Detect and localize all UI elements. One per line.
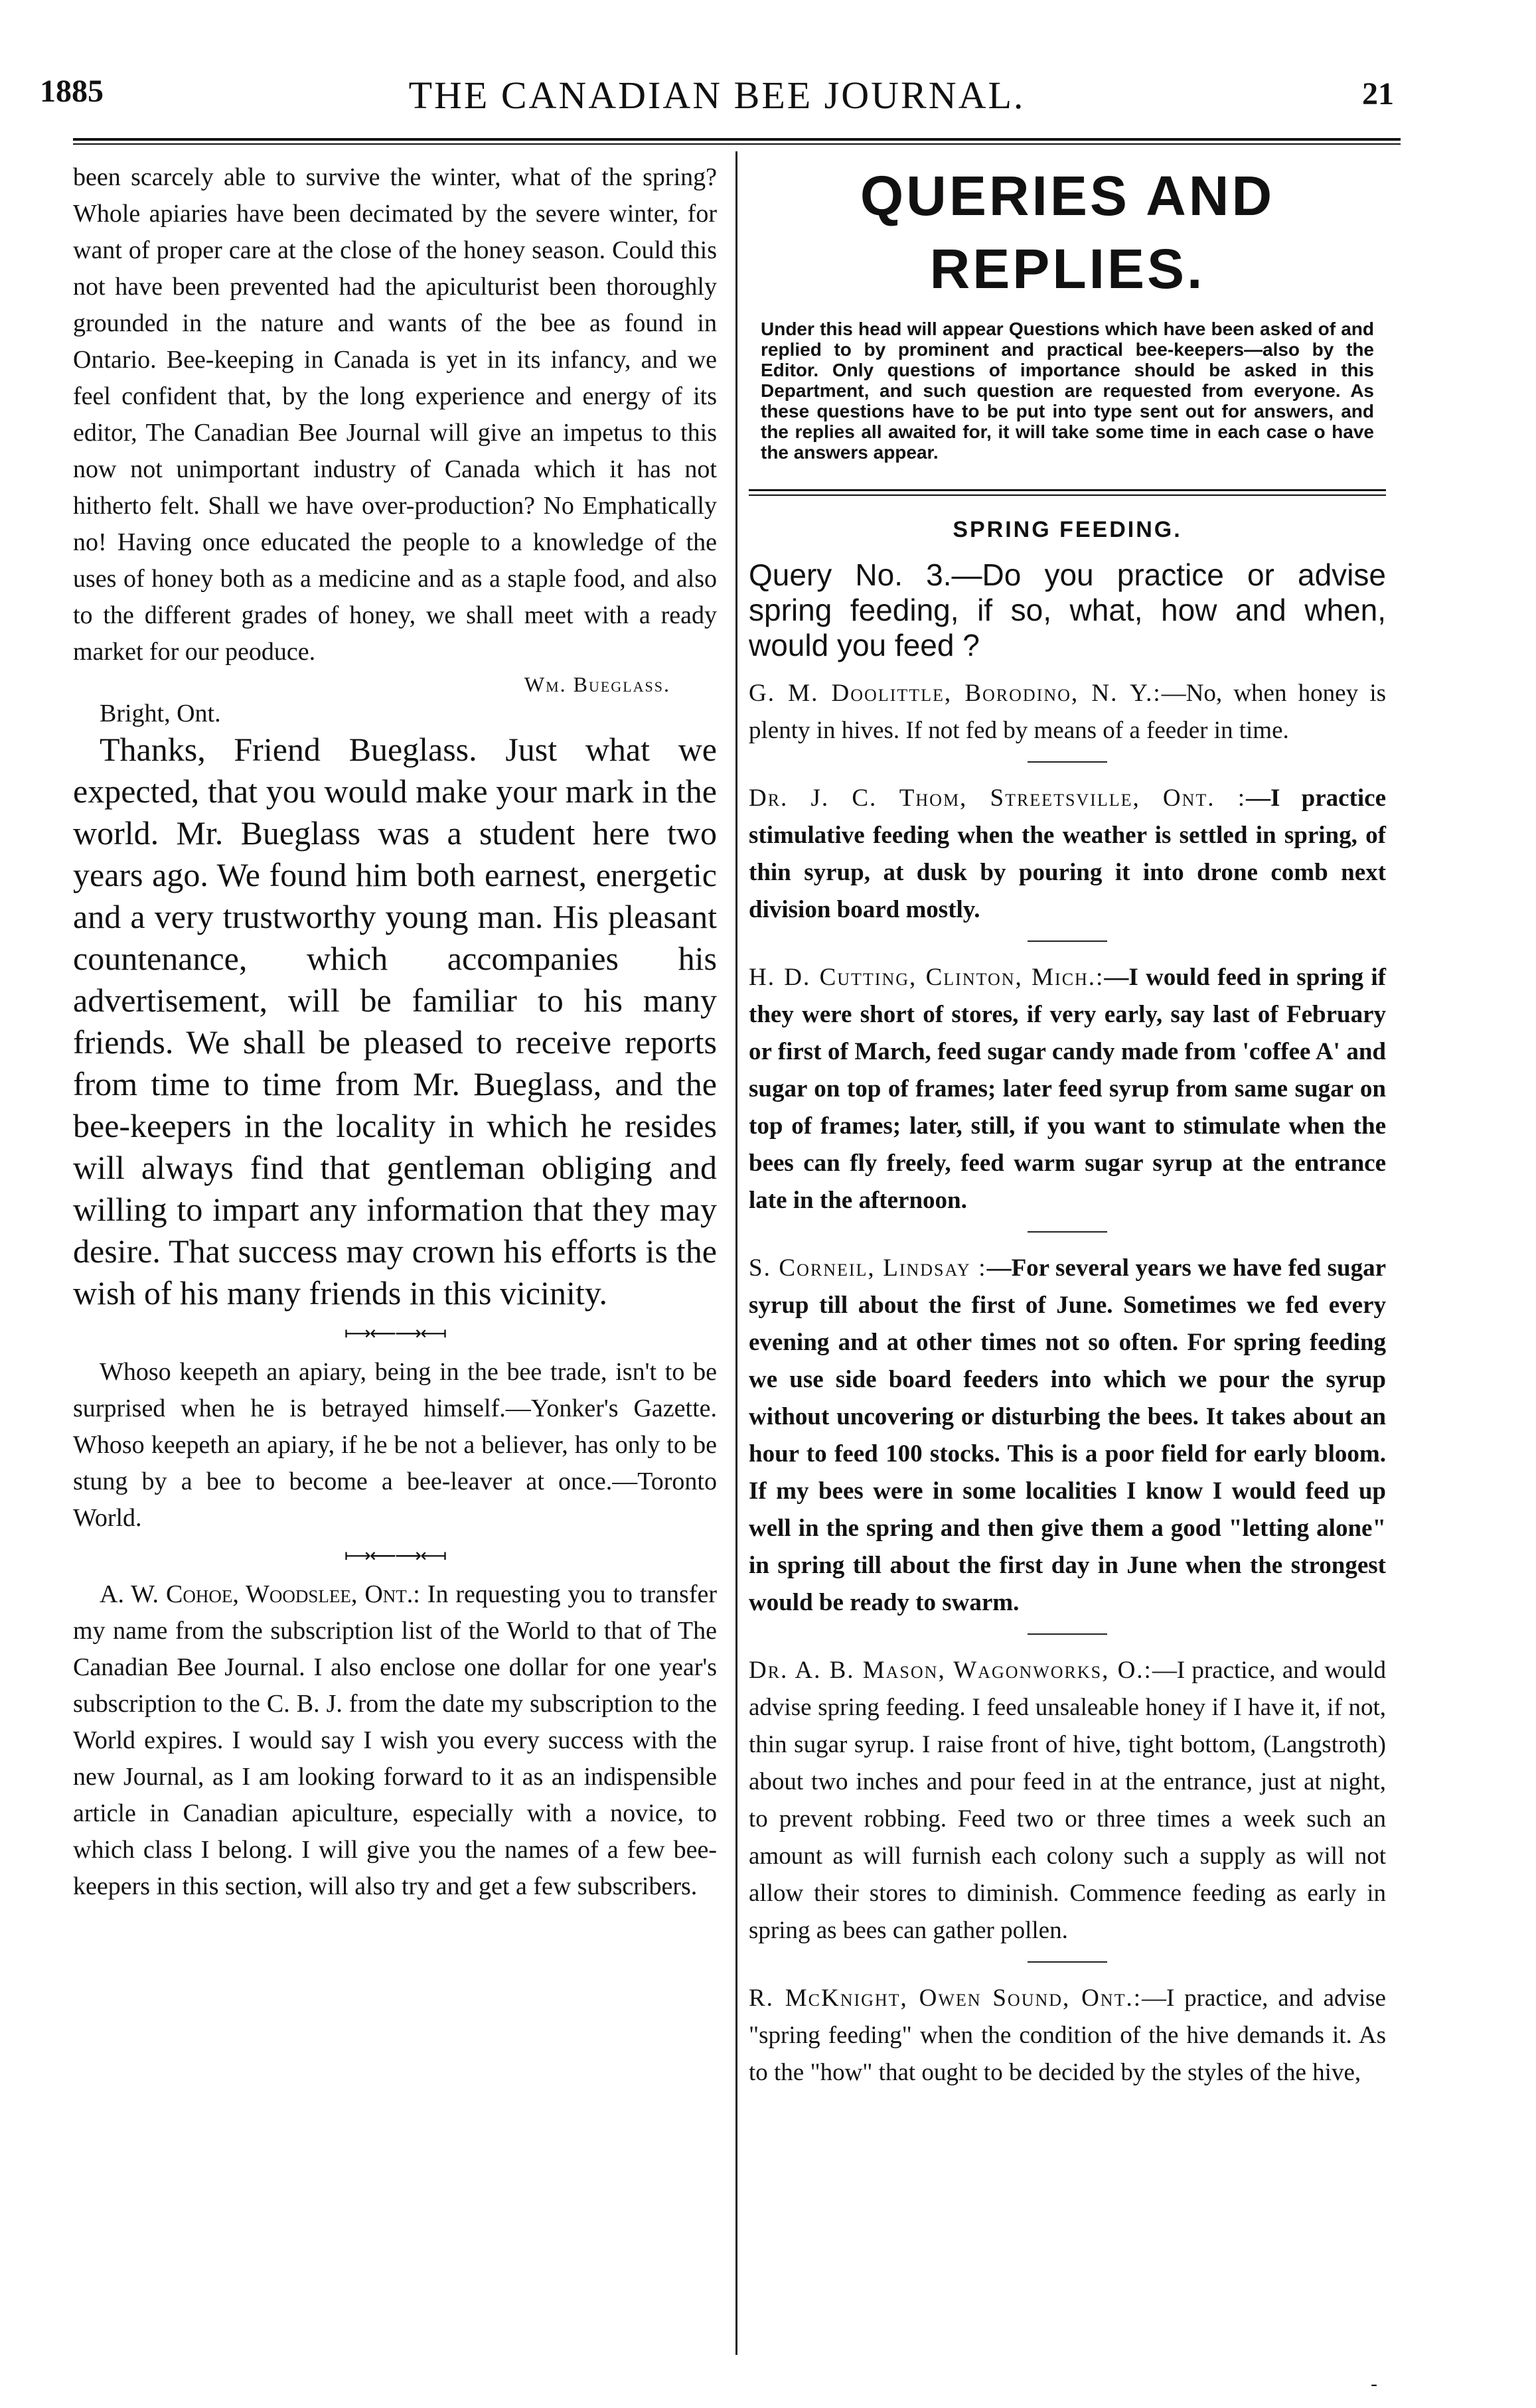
end-mark: - [1371,2373,1377,2395]
cohoe-text: In requesting you to transfer my name from the subscription list of the World to that of The Canadian Bee Journal. I also enclose one dollar for one year's subscription to the C. B. J. from the date my subscription to the World expires. I would say I wish you every success with the new Journal, as I am looking forward to it as an indispensible article in Canadian apiculture, especially with a novice, to which class I belong. I will give you the names of a few bee-keepers in this section, will also try and get a few subscribers. [73,1580,718,1900]
journal-title: THE CANADIAN BEE JOURNAL. [408,74,1026,117]
letter-signature: Wm. Bueglass. [524,672,670,696]
subhead: SPRING FEEDING. [953,517,1182,542]
answer-rule [1028,1231,1107,1233]
right-column [749,159,1386,2091]
quote-paragraph: Whoso keepeth an apiary, being in the bee trade, isn't to be surprised when he is betrayed himself.—Yonker's Gazette. Whoso keepeth an apiary, if he be not a believer, has only to be stung by a bee to become a bee-leaver at once.—Toronto World. [73,1358,717,1532]
letter-place: Bright, Ont. [100,700,221,727]
cohoe-letter [73,1576,717,1905]
answer-cutting: H. D. Cutting, Clinton, Mich.:—I would feed in spring if they were short of stores, if very early, say last of February or first of March, feed sugar candy made from 'coffee A' and sugar on top of frames; later feed syrup from same sugar on top of frames; later, still, if you want to stimulate when the bees can fly freely, feed warm sugar syrup at the entrance late in the afternoon. [749,964,1386,1214]
answer-rule [1028,761,1107,763]
page-header [40,73,1394,126]
header-rule [73,138,1401,145]
answer-thom: Dr. J. C. Thom, Streetsville, Ont. :—I practice stimulative feeding when the weather is settled in spring, of thin syrup, at dusk by pouring it into drone comb next division board mostly. [749,785,1386,923]
ornament-divider: ⟼⟵⟶⟻ [344,1323,446,1344]
header-year: 1885 [40,74,104,109]
ornament-divider-2: ⟼⟵⟶⟻ [344,1546,446,1566]
column-divider [735,151,737,2355]
answer-mcknight: R. McKnight, Owen Sound, Ont.:—I practice, and advise "spring feeding" when the condition of the hive demands it. As to the "how" that ought to be decided by the styles of the hive, [749,1985,1386,2086]
page-number: 21 [1362,76,1394,112]
answer-doolittle: G. M. Doolittle, Borodino, N. Y.:—No, when honey is plenty in hives. If not fed by means of a feeder in time. [749,680,1386,744]
answer-rule [1028,1961,1107,1963]
section-title: QUERIES AND REPLIES. [860,165,1275,300]
letter-paragraph: been scarcely able to survive the winter, what of the spring? Whole apiaries have been decimated by the severe winter, for want of proper care at the close of the honey season. Could this not have been prevented had the apiculturist been thoroughly grounded in the nature and wants of the bee as found in Ontario. Bee-keeping in Canada is yet in its infancy, and we feel confident that, by the long experience and energy of its editor, The Canadian Bee Journal will give an impetus to this now not unimportant industry of Canada which it has not hitherto felt. Shall we have over-production? No Emphatically no! Having once educated the people to a knowledge of the uses of honey both as a medicine and as a staple food, and also to the different grades of honey, we shall meet with a ready market for our peoduce. [73,163,717,666]
left-column [73,159,717,1905]
answer-rule [1028,941,1107,942]
section-rule [749,489,1386,496]
intro-note: Under this head will appear Questions which have been asked of and replied to by prominent and practical bee-keepers—also by the Editor. Only questions of importance should be asked in this Department, and such question are requested from everyone. As these questions have to be put into type sent out for answers, and the replies all awaited for, it will take some time in each case o have the answers appear. [761,319,1374,463]
editor-reply: Thanks, Friend Bueglass. Just what we expected, that you would make your mark in the world. Mr. Bueglass was a student here two years ago. We found him both earnest, energetic and a very trustworthy young man. His pleasant countenance, which accompanies his advertisement, will be familiar to his many friends. We shall be pleased to receive reports from time to time from Mr. Bueglass, and the bee-keepers in the locality in which he resides will always find that gentleman obliging and willing to impart any information that they may desire. That success may crown his efforts is the wish of his many friends in this vicinity. [73,731,717,1312]
cohoe-lead: A. W. Cohoe, Woodslee, Ont.: [100,1580,420,1608]
answer-mason: Dr. A. B. Mason, Wagonworks, O.:—I practice, and would advise spring feeding. I feed unsaleable honey if I have it, if not, thin sugar syrup. I raise front of hive, tight bottom, (Langstroth) about two inches and pour feed in at the entrance, just at night, to prevent robbing. Feed two or three times a week such an amount as will furnish each colony such a supply as will not allow their stores to diminish. Commence feeding as early in spring as bees can gather pollen. [749,1657,1386,1944]
query-text: Query No. 3.—Do you practice or advise spring feeding, if so, what, how and when, would you feed ? [749,558,1386,662]
answer-rule [1028,1633,1107,1635]
answer-corneil: S. Corneil, Lindsay :—For several years we have fed sugar syrup till about the first of June. Sometimes we fed every evening and at other times not so often. For spring feeding we use side board feeders into which we pour the syrup without uncovering or disturbing the bees. It takes about an hour to feed 100 stocks. This is a poor field for early bloom. If my bees were in some localities I know I would feed up well in the spring and then give them a good "letting alone" in spring till about the first day in June when the strongest would be ready to swarm. [749,1254,1386,1616]
